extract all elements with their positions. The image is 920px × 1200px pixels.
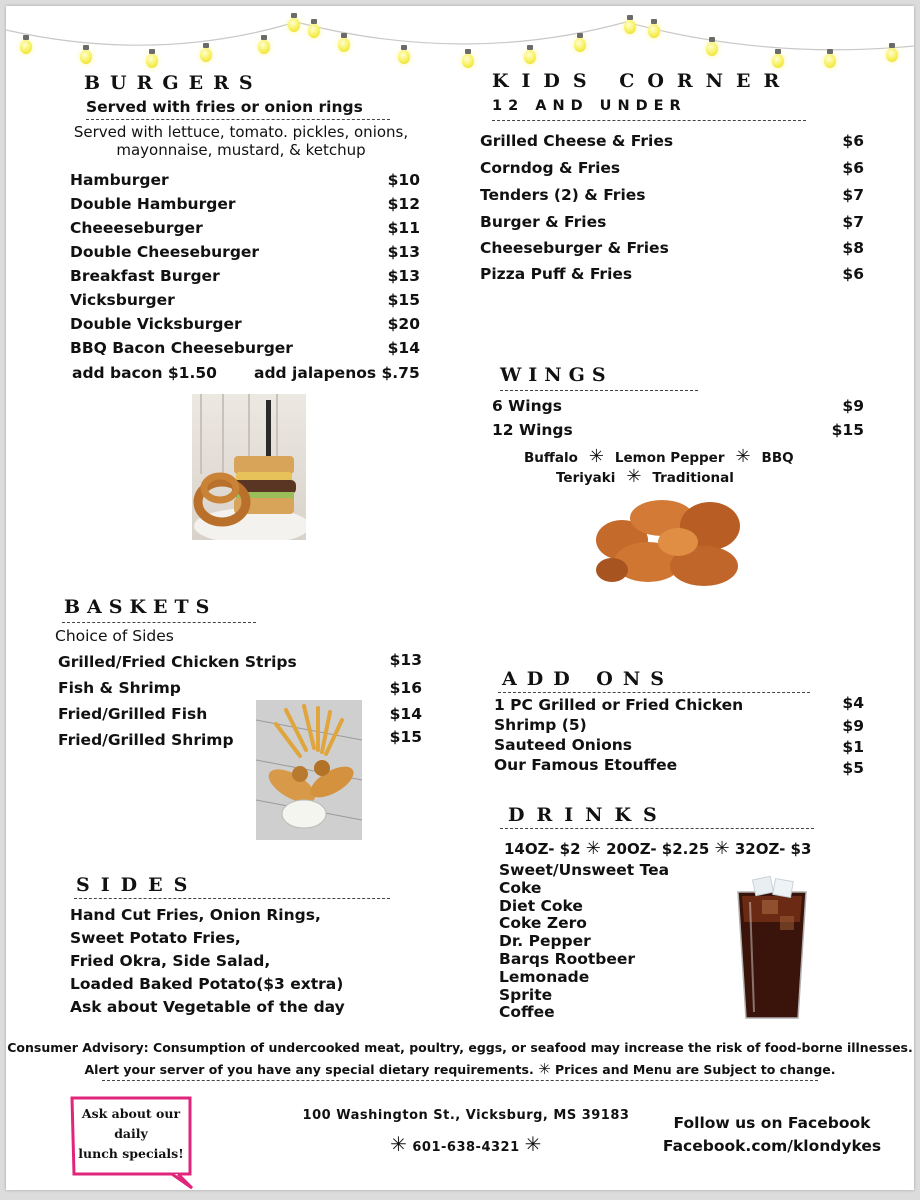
menu-item-price: $10 [387, 171, 420, 189]
phone-line [296, 1132, 636, 1156]
asterisk-icon: ✳ [714, 838, 730, 859]
menu-item-price: $7 [842, 213, 864, 231]
menu-item-price: $4 [842, 694, 864, 712]
menu-item-name: Grilled Cheese & Fries [480, 132, 674, 150]
light-bulb-icon [308, 24, 320, 38]
burger-illustration [192, 394, 306, 540]
restaurant-address: 100 Washington St., Vicksburg, MS 39183 [302, 1108, 630, 1123]
wing-flavors-line1 [524, 446, 794, 467]
sides-list [70, 904, 345, 1019]
menu-item-price: $7 [842, 186, 864, 204]
lunch-specials-callout [68, 1094, 194, 1180]
menu-item-name: Fried/Grilled Fish [58, 705, 208, 723]
menu-page [6, 6, 914, 1190]
wings-heading: WINGS [500, 364, 613, 386]
menu-item-name: Pizza Puff & Fries [480, 265, 633, 283]
menu-item-name: 6 Wings [492, 397, 562, 415]
baskets-heading: BASKETS [64, 596, 217, 618]
menu-item-name: Corndog & Fries [480, 159, 621, 177]
light-bulb-icon [398, 50, 410, 64]
asterisk-icon: ✳ [729, 446, 757, 467]
drink-sizes [504, 838, 811, 859]
menu-item-price: $15 [387, 291, 420, 309]
menu-item-name: Double Cheeseburger [70, 243, 260, 261]
light-bulb-icon [886, 48, 898, 62]
side-item: Loaded Baked Potato($3 extra) [70, 975, 344, 993]
specials-text [72, 1104, 190, 1164]
menu-item-name: Grilled/Fried Chicken Strips [58, 653, 297, 671]
drinks-heading: DRINKS [508, 804, 669, 826]
menu-item-name: Fried/Grilled Shrimp [58, 731, 234, 749]
light-bulb-icon [524, 50, 536, 64]
menu-item-name: Our Famous Etouffee [494, 756, 678, 774]
drink-item: Coffee [499, 1003, 555, 1022]
asterisk-icon: ✳ [620, 466, 648, 487]
divider [500, 390, 698, 391]
menu-item-price: $6 [842, 265, 864, 283]
baskets-subtitle: Choice of Sides [55, 627, 174, 645]
basket-photo [256, 700, 362, 840]
light-bulb-icon [624, 20, 636, 34]
light-bulb-icon [80, 50, 92, 64]
basket-illustration [256, 700, 362, 840]
add-ons-heading: ADD ONS [502, 668, 674, 690]
asterisk-icon: ✳ [524, 1132, 542, 1156]
light-bulb-icon [258, 40, 270, 54]
menu-item-name: Vicksburger [70, 291, 175, 309]
menu-item-name: Hamburger [70, 171, 169, 189]
side-item: Sweet Potato Fries, [70, 929, 241, 947]
menu-item-price: $15 [389, 728, 422, 746]
flavor-label: Lemon Pepper [614, 450, 725, 466]
specials-line: daily [114, 1126, 148, 1141]
drink-item: Lemonade [499, 967, 590, 986]
light-bulb-icon [20, 40, 32, 54]
menu-item-name: Breakfast Burger [70, 267, 220, 285]
light-bulb-icon [146, 54, 158, 68]
menu-item-price: $14 [387, 339, 420, 357]
drink-item: Dr. Pepper [499, 932, 591, 951]
advisory-line-2 [6, 1060, 914, 1078]
menu-item-price: $13 [389, 651, 422, 669]
flavor-label: BBQ [761, 450, 794, 466]
burgers-subtitle: Served with fries or onion rings [86, 98, 363, 116]
menu-item-price: $6 [842, 159, 864, 177]
price-change-notice: Prices and Menu are Subject to change. [555, 1062, 836, 1077]
wings-photo [592, 490, 746, 590]
flavor-label: Teriyaki [556, 470, 616, 486]
menu-item-name: Shrimp (5) [494, 716, 587, 734]
divider [498, 692, 810, 693]
drink-size-price: 20OZ- $2.25 [606, 840, 710, 858]
drinks-list [499, 862, 669, 1022]
menu-item-name: Double Vicksburger [70, 315, 242, 333]
flavor-label: Buffalo [524, 450, 578, 466]
asterisk-icon: ✳ [582, 446, 611, 467]
menu-item-price: $15 [831, 421, 864, 439]
drink-size-price: 32OZ- $3 [734, 840, 812, 858]
menu-item-price: $8 [842, 239, 864, 257]
burgers-note [56, 123, 426, 159]
drink-item: Diet Coke [499, 896, 583, 915]
side-item: Fried Okra, Side Salad, [70, 952, 271, 970]
burgers-heading: BURGERS [84, 72, 263, 94]
consumer-advisory: Consumer Advisory: Consumption of undercooked meat, poultry, eggs, or seafood may increase the risk of food-borne illnesses. [7, 1040, 913, 1055]
drink-item: Sprite [499, 985, 553, 1004]
burgers-note-line: mayonnaise, mustard, & ketchup [116, 141, 366, 159]
facebook-link[interactable]: Facebook.com/klondykes [662, 1137, 882, 1155]
divider [500, 828, 814, 829]
light-bulb-icon [772, 54, 784, 68]
drink-item: Coke [499, 878, 542, 897]
drink-item: Coke Zero [499, 914, 587, 933]
burgers-note-line: Served with lettuce, tomato. pickles, onions, [73, 123, 409, 141]
specials-line: Ask about our [81, 1106, 181, 1121]
menu-item-name: 1 PC Grilled or Fried Chicken [494, 696, 744, 714]
soda-glass-icon [732, 872, 812, 1022]
light-bulb-icon [706, 42, 718, 56]
flavor-label: Traditional [652, 470, 734, 486]
menu-item-price: $13 [387, 243, 420, 261]
menu-item-name: 12 Wings [492, 421, 573, 439]
divider [62, 622, 256, 623]
light-bulb-icon [824, 54, 836, 68]
menu-item-price: $1 [842, 738, 864, 756]
menu-item-price: $16 [389, 679, 422, 697]
light-bulb-icon [288, 18, 300, 32]
menu-item-name: Double Hamburger [70, 195, 236, 213]
side-item: Hand Cut Fries, Onion Rings, [70, 906, 321, 924]
asterisk-icon: ✳ [390, 1132, 408, 1156]
phone-number: 601-638-4321 [412, 1140, 520, 1155]
wing-flavors-line2 [556, 466, 734, 487]
menu-item-price: $12 [387, 195, 420, 213]
menu-item-price: $9 [842, 717, 864, 735]
light-bulb-icon [574, 38, 586, 52]
menu-item-price: $9 [842, 397, 864, 415]
drink-item: Barqs Rootbeer [499, 949, 636, 968]
menu-item-price: $20 [387, 315, 420, 333]
light-bulb-icon [200, 48, 212, 62]
kids-corner-heading: KIDS CORNER [492, 70, 793, 92]
divider [492, 120, 806, 121]
facebook-block [652, 1112, 892, 1158]
specials-line: lunch specials! [78, 1146, 184, 1161]
menu-item-name: BBQ Bacon Cheeseburger [70, 339, 293, 357]
dietary-alert-text: Alert your server of you have any special dietary requirements. [84, 1062, 534, 1077]
menu-item-price: $6 [842, 132, 864, 150]
light-bulb-icon [462, 54, 474, 68]
drink-size-price: 14OZ- $2 [504, 840, 581, 858]
menu-item-price: $5 [842, 759, 864, 777]
menu-item-name: Tenders (2) & Fries [480, 186, 646, 204]
divider [74, 898, 390, 899]
kids-corner-subtitle: 12 AND UNDER [492, 98, 687, 114]
facebook-label: Follow us on Facebook [673, 1114, 871, 1132]
addon-jalapenos: add jalapenos $.75 [254, 364, 420, 382]
menu-item-price: $14 [389, 705, 422, 723]
menu-item-name: Burger & Fries [480, 213, 607, 231]
drink-item: Sweet/Unsweet Tea [499, 861, 670, 879]
light-bulb-icon [648, 24, 660, 38]
menu-item-name: Sauteed Onions [494, 736, 633, 754]
wings-illustration [592, 490, 746, 590]
menu-item-price: $11 [387, 219, 420, 237]
menu-item-name: Cheeeseburger [70, 219, 203, 237]
menu-item-name: Fish & Shrimp [58, 679, 181, 697]
addon-bacon: add bacon $1.50 [72, 364, 217, 382]
burger-photo [192, 394, 306, 540]
asterisk-icon: ✳ [585, 838, 601, 859]
divider [102, 1080, 818, 1081]
light-bulb-icon [338, 38, 350, 52]
sides-heading: SIDES [76, 874, 199, 896]
menu-item-name: Cheeseburger & Fries [480, 239, 669, 257]
divider [86, 119, 390, 120]
asterisk-icon: ✳ [538, 1060, 551, 1078]
menu-item-price: $13 [387, 267, 420, 285]
side-item: Ask about Vegetable of the day [70, 998, 345, 1016]
